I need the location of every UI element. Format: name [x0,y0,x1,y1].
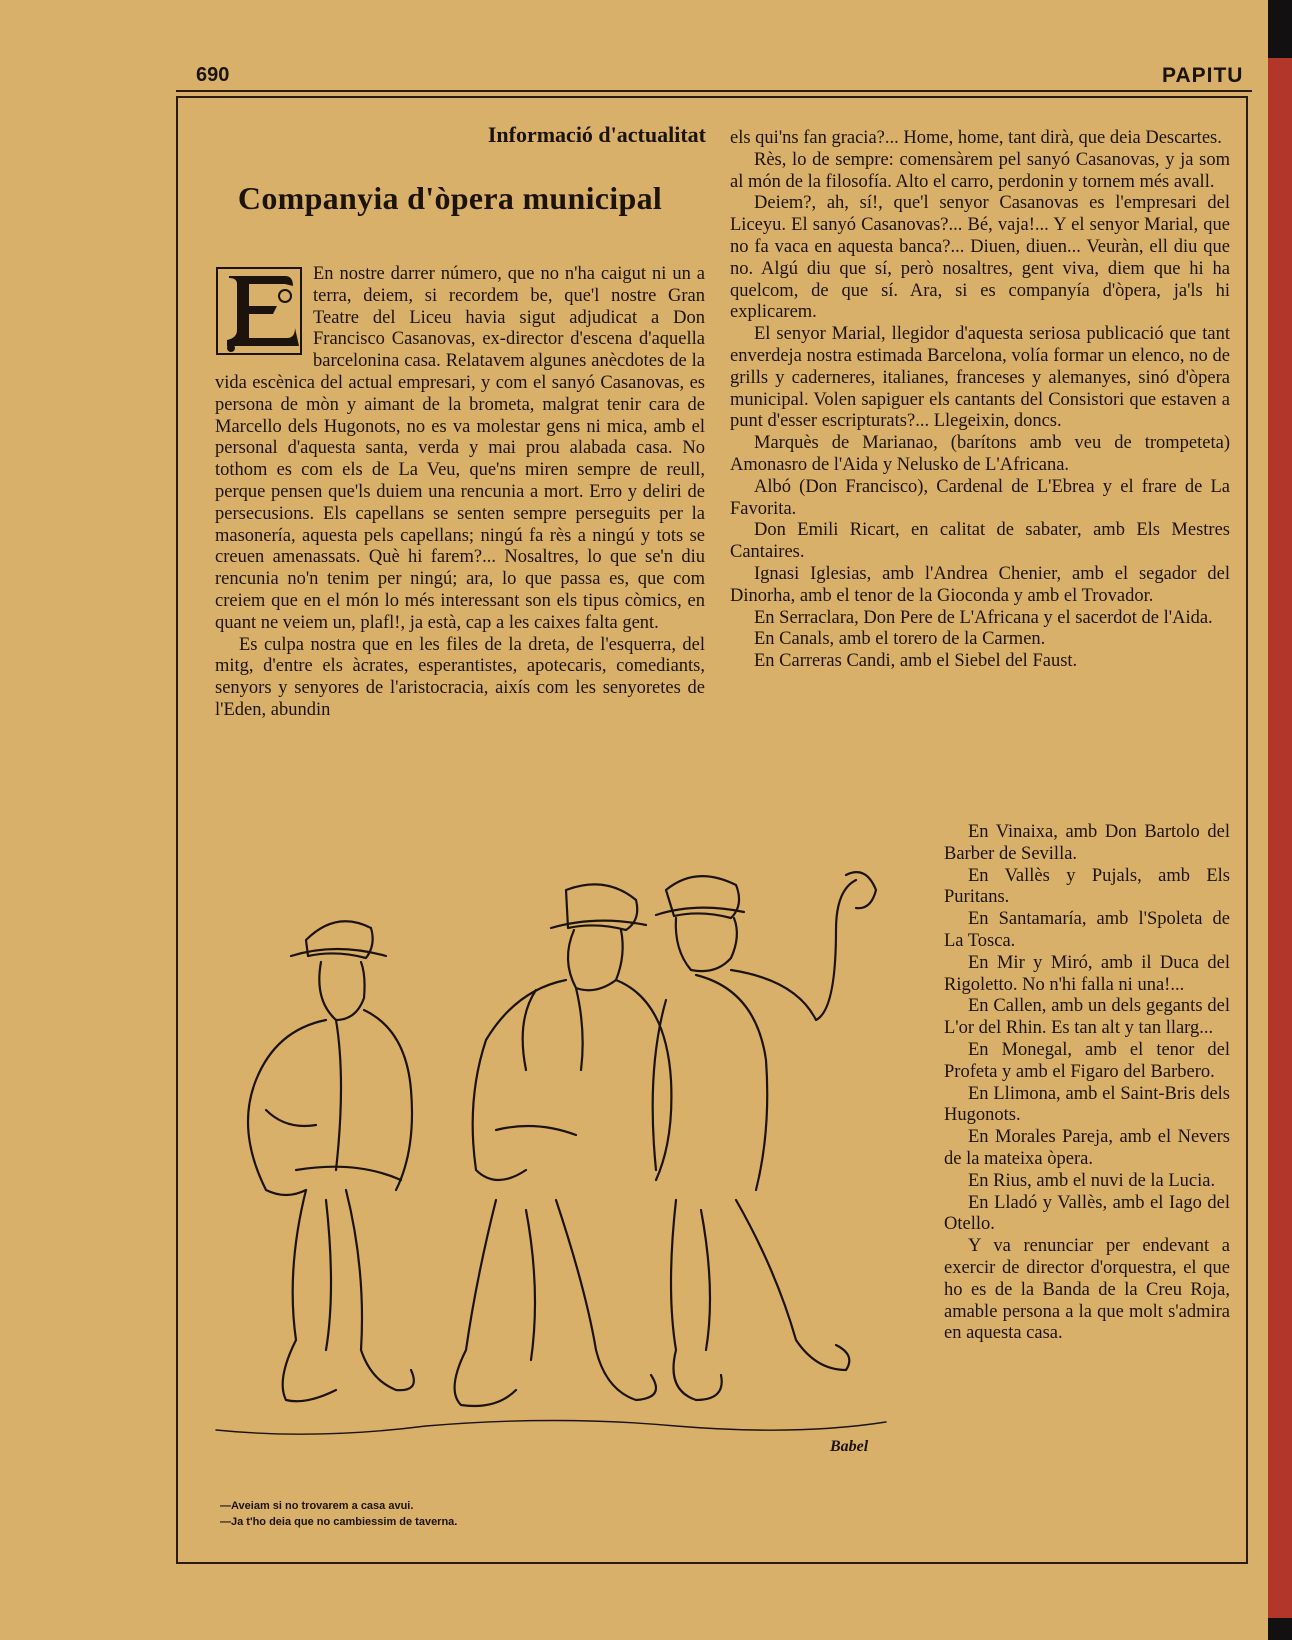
figure-right-icon [653,872,876,1400]
masthead: PAPITU [1162,64,1244,87]
paragraph: Don Emili Ricart, en calitat de sabater, amb Els Mestres Cantaires. [730,520,1230,563]
article-title: Companyia d'òpera municipal [237,180,663,216]
paragraph: En Llimona, amb el Saint-Bris dels Hugonots. [944,1083,1230,1126]
section-label: Informació d'actualitat [487,122,706,147]
paragraph: En Vinaixa, amb Don Bartolo del Barber de Sevilla. [944,822,1230,864]
paragraph: El senyor Marial, llegidor d'aquesta seriosa publicació que tant enverdeja nostra estimada Barcelona, volía formar un elenco, no de grills y caderneres, italianes, franceses y alemanyes, sinó d'òpera municipal. Volen sapiguer els cantants del Consistori que estaven a punt d'esser escripturats?... Llegeixin, doncs. [730,324,1230,432]
artist-signature: Babel [830,1438,869,1455]
paragraph: Es culpa nostra que en les files de la dreta, de l'esquerra, del mitg, d'entre els àcrates, esperantistes, apotecaris, comediants, senyors y senyores de l'aristocracia, aixís com les senyoretes de l'Eden, abundin [215,634,705,720]
figure-middle-icon [455,884,672,1406]
narrow-column [944,822,1230,1345]
paragraph: Marquès de Marianao, (barítons amb veu de trompeteta) Amonasro de l'Aida y Nelusko de L'Africana. [730,433,1230,475]
paragraph: En Canals, amb el torero de la Carmen. [754,629,1046,650]
drop-cap-e-icon [215,266,303,356]
paragraph: En Callen, amb un dels gegants del L'or del Rhin. Es tan alt y tan llarg... [944,996,1230,1039]
left-column [215,264,705,722]
paragraph: En Serraclara, Don Pere de L'Africana y el sacerdot de l'Aida. [754,607,1213,628]
cartoon-illustration [196,870,926,1510]
header-rule [176,90,1252,92]
paragraph: En nostre darrer número, que no n'ha caigut ni un a terra, deiem, si recordem be, que'l nostre Gran Teatre del Liceu havia sigut adjudicat a Don Francisco Casanovas, ex-director d'escena d'aquella barcelonina casa. Relatavem algunes anècdotes de la vida escènica del actual empresari, y com el sanyó Casanovas, es persona de mòn y aimant de la brometa, malgrat tenir cara de Marcello dels Hugonots, no es va molestar gens ni mica, amb el personal d'aquesta santa, verda y mai prou alabada casa. No tothom es com els de La Veu, que'ns miren sempre de reull, perque pensen que'ls duiem una rencunia a mort. Erro y deliri de persecusions. Els capellans se senten sempre perseguits per la masonería, aquesta pels capellans; ningú fa rès a ningú y tots se creuen amenassats. Què hi farem?... Nosaltres, lo que se'n diu rencunia no'n tenim per ningú; ara, lo que passa es, que com creiem que en el món lo més interessant son els tipus còmics, en quant ne veiem un, plafl!, ja està, cap a les caixes falta gent. [215,264,705,633]
paragraph: En Vallès y Pujals, amb Els Puritans. [944,865,1230,908]
caption-line: —Ja t'ho deia que no cambiessim de taverna. [220,1516,458,1528]
paragraph: En Lladó y Vallès, amb el Iago del Otello. [944,1192,1230,1235]
paragraph: En Morales Pareja, amb el Nevers de la mateixa òpera. [944,1127,1230,1169]
paragraph: Albó (Don Francisco), Cardenal de L'Ebrea y el frare de La Favorita. [730,476,1230,519]
adjacent-page-edge [1268,58,1292,1618]
figure-left-icon [248,921,414,1401]
page-number: 690 [196,64,230,86]
paragraph: Rès, lo de sempre: comensàrem pel sanyó Casanovas, y ja som al món de la filosofía. Alto el carro, perdonin y tornem més avall. [730,149,1230,192]
right-column [730,128,1230,673]
illustration-caption [220,1498,457,1530]
paragraph: En Monegal, amb el tenor del Profeta y amb el Figaro del Barbero. [944,1039,1230,1082]
paragraph: En Mir y Miró, amb il Duca del Rigoletto. No n'hi falla ni una!... [944,952,1230,995]
paragraph: Ignasi Iglesias, amb l'Andrea Chenier, amb el segador del Dinorha, amb el tenor de la Gioconda y amb el Trovador. [730,563,1230,606]
paragraph: En Santamaría, amb l'Spoleta de La Tosca. [944,909,1230,951]
paragraph: els qui'ns fan gracia?... Home, home, tant dirà, que deia Descartes. [730,128,1222,148]
caption-line: —Aveiam si no trovarem a casa avui. [220,1500,414,1512]
paragraph: En Carreras Candi, amb el Siebel del Faust. [754,651,1078,672]
paragraph: Deiem?, ah, sí!, que'l senyor Casanovas es l'empresari del Liceyu. El sanyó Casanovas?... Bé, vaja!... Y el senyor Marial, que no fa vaca en aquesta banca?... Diuen, diuen... Veuràn, ell diu que no. Algú diu que sí, però nosaltres, gent viva, diem que hi ha quelcom, de que sí. Ara, si es companyía d'òpera, ja'ls hi explicarem. [730,193,1230,323]
paragraph: Y va renunciar per endevant a exercir de director d'orquestra, el que ho es de la Banda de la Creu Roja, amable persona a la que molt s'admira en aquesta casa. [944,1236,1230,1344]
paragraph: En Rius, amb el nuvi de la Lucia. [968,1170,1216,1191]
